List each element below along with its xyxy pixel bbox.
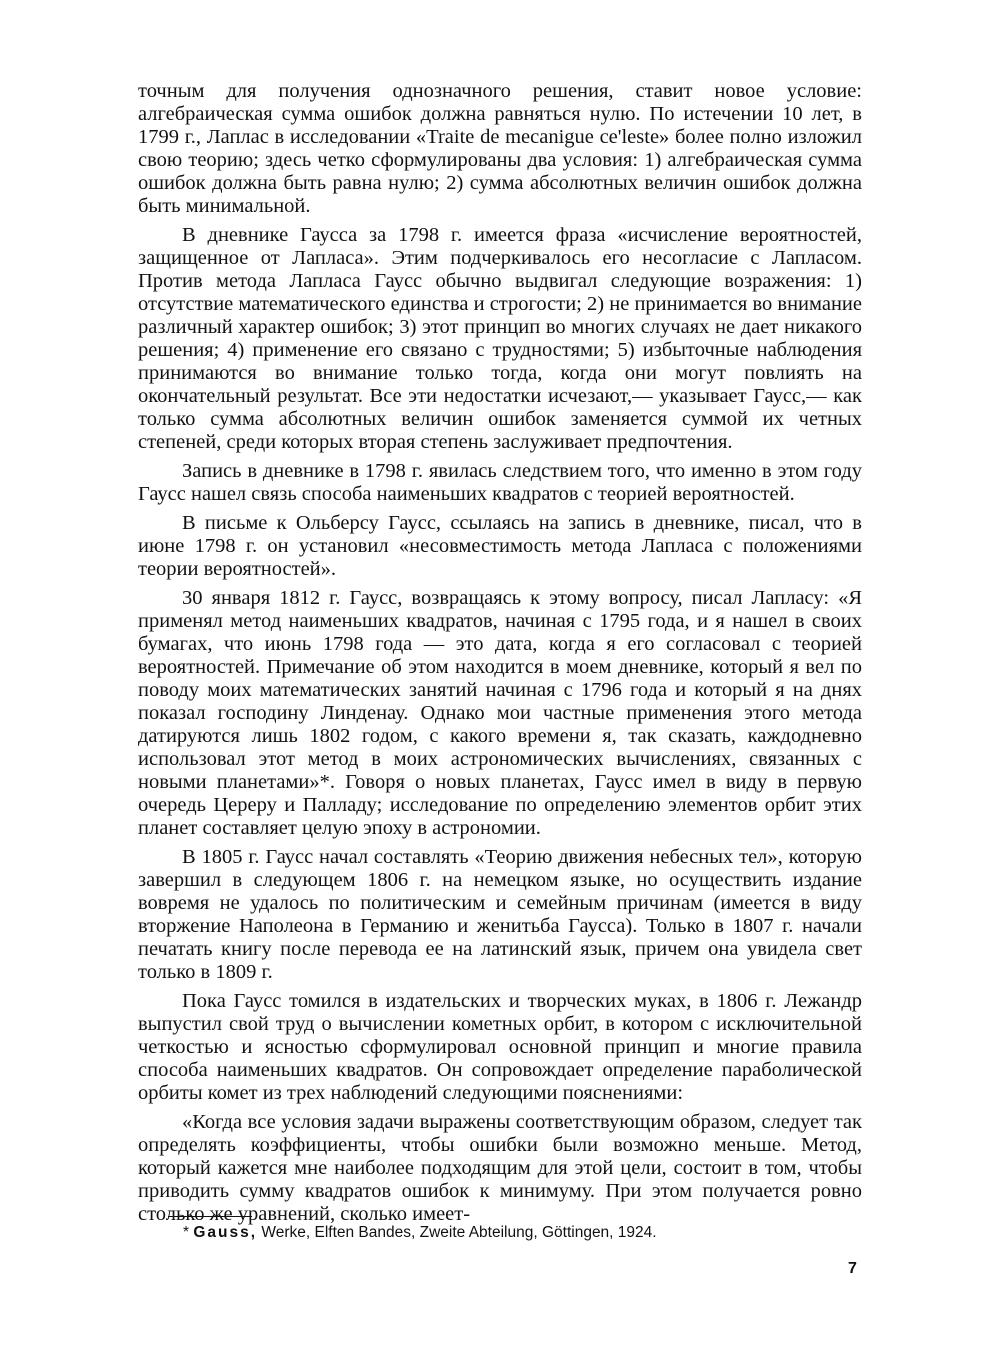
paragraph-theory-motion: В 1805 г. Гаусс начал составлять «Теорию движения небесных тел», которую завершил в следующем 1806 г. на немецком языке, но осуществить издание вовремя не удалось по политическим и семейным причинам (имеется в виду вторжение Наполеона в Германию и женитьба Гаусса). Только в 1807 г. начали печатать книгу после перевода ее на латинский язык, причем она увидела свет только в 1809 г. (138, 846, 862, 983)
paragraph-diary-entry-1798: Запись в дневнике в 1798 г. явилась следствием того, что именно в этом году Гаусс нашел связь способа наименьших квадратов с теорией вероятностей. (138, 460, 862, 505)
page-number: 7 (848, 1260, 857, 1277)
footnote-text: Werke, Elften Bandes, Zweite Abteilung, Göttingen, 1924. (261, 1224, 657, 1241)
footnote-marker: * (183, 1224, 190, 1241)
paragraph-letter-olbers: В письме к Ольберсу Гаусс, ссылаясь на запись в дневнике, писал, что в июне 1798 г. он установил «несовместимость метода Лапласа с положениями теории вероятностей». (138, 512, 862, 580)
paragraph-legendre: Пока Гаусс томился в издательских и творческих муках, в 1806 г. Лежандр выпустил свой труд о вычислении кометных орбит, в котором с исключительной четкостью и ясностью сформулировал основной принцип и многие правила способа наименьших квадратов. Он сопровождает определение параболической орбиты комет из трех наблюдений следующими пояснениями: (138, 990, 862, 1104)
paragraph-gauss-diary: В дневнике Гаусса за 1798 г. имеется фраза «исчисление вероятностей, защищенное от Лапласа». Этим подчеркивалось его несогласие с Лапласом. Против метода Лапласа Гаусс обычно выдвигал следующие возражения: 1) отсутствие математического единства и строгости; 2) не принимается во внимание различный характер ошибок; 3) этот принцип во многих случаях не дает никакого решения; 4) применение его связано с трудностями; 5) избыточные наблюдения принимаются во внимание только тогда, когда они могут повлиять на окончательный результат. Все эти недостатки исчезают,— указывает Гаусс,— как только сумма абсолютных величин ошибок заменяется суммой их четных степеней, среди которых вторая степень заслуживает предпочтения. (138, 224, 862, 453)
page-body (138, 80, 862, 1232)
footnote-author: Gauss, (193, 1224, 258, 1241)
footnote-divider (168, 1216, 252, 1217)
paragraph-letter-laplace: 30 января 1812 г. Гаусс, возвращаясь к этому вопросу, писал Лапласу: «Я применял метод наименьших квадратов, начиная с 1795 года, и я нашел в своих бумагах, что июнь 1798 года — это дата, когда я его согласовал с теорией вероятностей. Примечание об этом находится в моем дневнике, который я вел по поводу моих математических занятий начиная с 1796 года и который я на днях показал господину Линденау. Однако мои частные применения этого метода датируются лишь 1802 годом, с какого времени я, так сказать, каждодневно использовал этот метод в моих астрономических вычислениях, связанных с новыми планетами»*. Говоря о новых планетах, Гаусс имел в виду в первую очередь Цереру и Палладу; исследование по определению элементов орбит этих планет составляет целую эпоху в астрономии. (138, 587, 862, 839)
paragraph-continuation: точным для получения однозначного решения, ставит новое условие: алгебраическая сумма ошибок должна равняться нулю. По истечении 10 лет, в 1799 г., Лаплас в исследовании «Traite de mecanigue ce'leste» более полно изложил свою теорию; здесь четко сформулированы два условия: 1) алгебраическая сумма ошибок должна быть равна нулю; 2) сумма абсолютных величин ошибок должна быть минимальной. (138, 80, 862, 217)
paragraph-legendre-quote: «Когда все условия задачи выражены соответствующим образом, следует так определять коэффициенты, чтобы ошибки были возможно меньше. Метод, который кажется мне наиболее подходящим для этой цели, состоит в том, чтобы приводить сумму квадратов ошибок к минимуму. При этом получается ровно столько же уравнений, сколько имеет- (138, 1111, 862, 1225)
footnote (183, 1223, 863, 1243)
